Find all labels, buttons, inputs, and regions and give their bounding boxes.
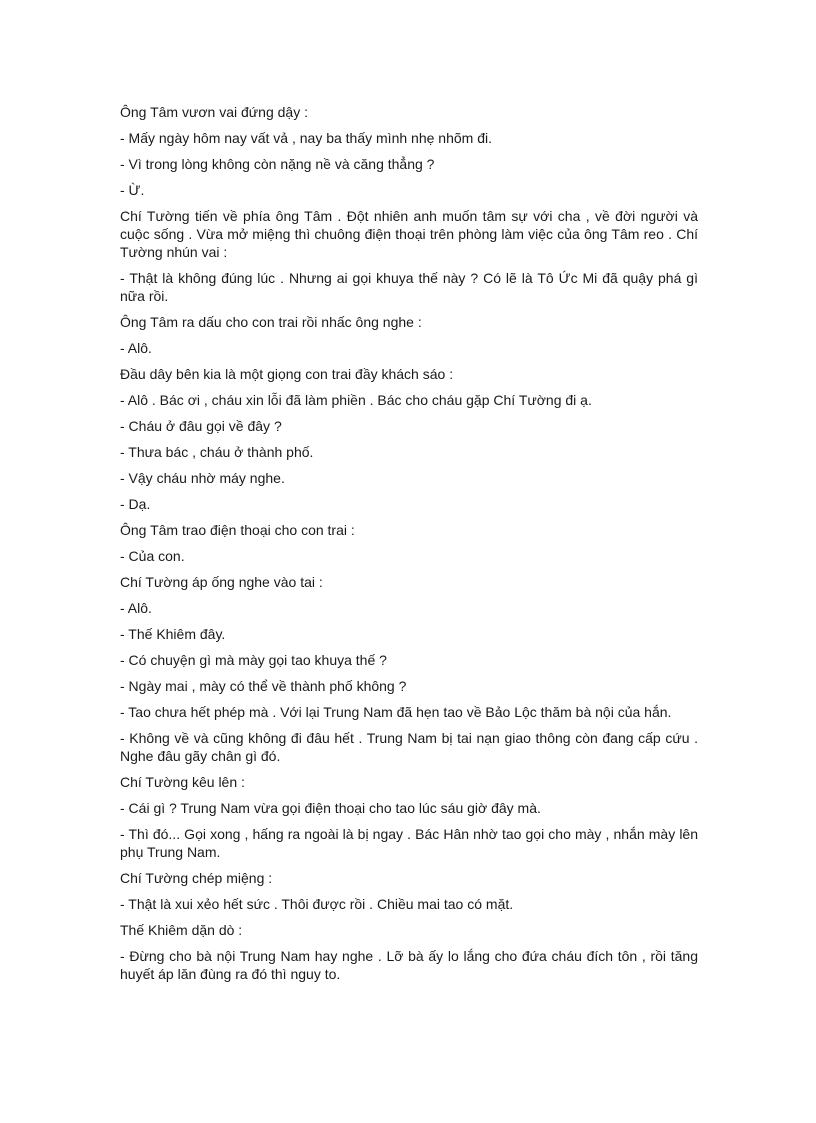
paragraph: Ông Tâm ra dấu cho con trai rồi nhấc ông nghe : bbox=[120, 314, 422, 330]
paragraph: - Cháu ở đâu gọi về đây ? bbox=[120, 418, 282, 434]
paragraph: - Tao chưa hết phép mà . Với lại Trung Nam đã hẹn tao về Bảo Lộc thăm bà nội của hắn. bbox=[120, 704, 672, 720]
paragraph: - Alô. bbox=[120, 340, 152, 356]
paragraph: - Không về và cũng không đi đâu hết . Trung Nam bị tai nạn giao thông còn đang cấp cứu . Nghe đâu gãy chân gì đó. bbox=[120, 730, 698, 764]
paragraph: - Dạ. bbox=[120, 496, 151, 512]
paragraph: Chí Tường áp ống nghe vào tai : bbox=[120, 574, 323, 590]
paragraph: Chí Tường tiến về phía ông Tâm . Đột nhiên anh muốn tâm sự với cha , về đời người và cuộc sống . Vừa mở miệng thì chuông điện thoại trên phòng làm việc của ông Tâm reo . Chí Tường nhún vai : bbox=[120, 208, 698, 260]
paragraph: Ông Tâm trao điện thoại cho con trai : bbox=[120, 522, 355, 538]
paragraph: - Vì trong lòng không còn nặng nề và căng thẳng ? bbox=[120, 156, 435, 172]
paragraph: - Thật là xui xẻo hết sức . Thôi được rồi . Chiều mai tao có mặt. bbox=[120, 896, 514, 912]
paragraph: Chí Tường chép miệng : bbox=[120, 870, 273, 886]
paragraph: - Thưa bác , cháu ở thành phố. bbox=[120, 444, 314, 460]
paragraph: Thế Khiêm dặn dò : bbox=[120, 922, 243, 938]
document-page bbox=[120, 103, 698, 991]
paragraph: - Thì đó... Gọi xong , hấng ra ngoài là bị ngay . Bác Hân nhờ tao gọi cho mày , nhắn mày lên phụ Trung Nam. bbox=[120, 826, 698, 860]
paragraph: - Vậy cháu nhờ máy nghe. bbox=[120, 470, 285, 486]
paragraph: - Có chuyện gì mà mày gọi tao khuya thế ? bbox=[120, 652, 387, 668]
paragraph: - Ngày mai , mày có thể về thành phố không ? bbox=[120, 678, 407, 694]
paragraph: - Alô. bbox=[120, 600, 152, 616]
paragraph: - Thật là không đúng lúc . Nhưng ai gọi khuya thế này ? Có lẽ là Tô Ức Mi đã quậy phá gì nữa rồi. bbox=[120, 270, 698, 304]
paragraph: - Của con. bbox=[120, 548, 185, 564]
paragraph: - Alô . Bác ơi , cháu xin lỗi đã làm phiền . Bác cho cháu gặp Chí Tường đi ạ. bbox=[120, 392, 592, 408]
paragraph: Ông Tâm vươn vai đứng dậy : bbox=[120, 104, 308, 120]
paragraph: Đầu dây bên kia là một giọng con trai đầy khách sáo : bbox=[120, 366, 454, 382]
paragraph: - Mấy ngày hôm nay vất vả , nay ba thấy mình nhẹ nhõm đi. bbox=[120, 130, 492, 146]
paragraph: Chí Tường kêu lên : bbox=[120, 774, 245, 790]
paragraph: - Cái gì ? Trung Nam vừa gọi điện thoại cho tao lúc sáu giờ đây mà. bbox=[120, 800, 541, 816]
paragraph: - Đừng cho bà nội Trung Nam hay nghe . Lỡ bà ấy lo lắng cho đứa cháu đích tôn , rồi tăng huyết áp lăn đùng ra đó thì nguy to. bbox=[120, 948, 698, 982]
paragraph: - Ừ. bbox=[120, 182, 145, 198]
paragraph: - Thế Khiêm đây. bbox=[120, 626, 226, 642]
